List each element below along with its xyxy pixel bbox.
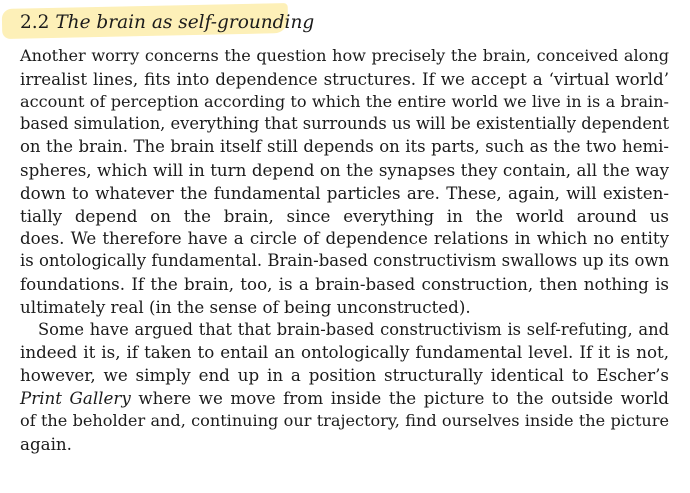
- text-line: however, we simply end up in a position structurally identical to Escher’s: [20, 365, 669, 386]
- paragraph-2: [20, 319, 669, 456]
- text-line: does. We therefore have a circle of dependence relations in which no entity: [20, 228, 669, 249]
- text-line: again.: [20, 433, 72, 454]
- text-line: account of perception according to which the entire world we live in is a brain-: [20, 91, 669, 111]
- text-line: indeed it is, if taken to entail an ontologically fundamental level. If it is not,: [20, 342, 669, 363]
- text-line: ultimately real (in the sense of being unconstructed).: [20, 296, 471, 317]
- text-line: is ontologically fundamental. Brain-based constructivism swallows up its own: [20, 251, 670, 271]
- text-line: based simulation, everything that surrounds us will be existentially dependent: [20, 114, 669, 134]
- text-fragment: where we move from inside the picture to the outside world: [130, 387, 669, 408]
- text-line: of the beholder and, continuing our trajectory, find ourselves inside the picture: [20, 410, 669, 430]
- text-line: Another worry concerns the question how precisely the brain, conceived along: [20, 46, 669, 65]
- paragraph-1: [20, 45, 669, 319]
- text-line: foundations. If the brain, too, is a brain-based construction, then nothing is: [20, 273, 669, 294]
- text-line-with-title: [20, 387, 669, 410]
- text-line: irrealist lines, fits into dependence structures. If we accept a ‘virtual world’: [20, 68, 669, 89]
- text-line: tially depend on the brain, since everything in the world around us: [20, 205, 669, 226]
- section-heading: [20, 11, 314, 35]
- section-number: 2.2: [20, 12, 50, 33]
- text-line: on the brain. The brain itself still depends on its parts, such as the two hemi-: [20, 137, 669, 157]
- section-title: The brain as self-grounding: [55, 12, 315, 33]
- text-line: down to whatever the fundamental particles are. These, again, will existen-: [20, 182, 669, 203]
- body-text: [20, 45, 669, 455]
- text-line: spheres, which will in turn depend on the synapses they contain, all the way: [20, 159, 669, 180]
- text-line: Some have argued that that brain-based constructivism is self-refuting, and: [38, 319, 669, 339]
- artwork-title: Print Gallery: [20, 387, 131, 408]
